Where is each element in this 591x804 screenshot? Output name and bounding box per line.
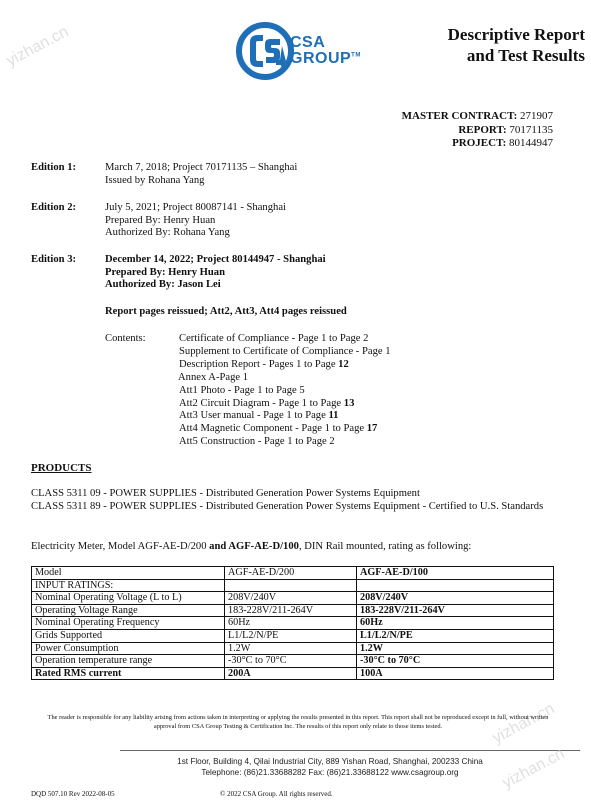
edition-line: Prepared By: Henry Huan [105,266,225,278]
table-row: Nominal Operating Voltage (L to L) 208V/240V 208V/240V [32,592,554,605]
edition-line: Issued by Rohana Yang [105,174,205,186]
contents-label: Contents: [105,333,146,344]
csa-logo-mark-icon [236,22,294,80]
document-title: Descriptive Report and Test Results [447,25,585,65]
table-row: Model AGF-AE-D/200 AGF-AE-D/100 [32,567,554,580]
table-row: Power Consumption 1.2W 1.2W [32,642,554,655]
contents-item: Description Report - Pages 1 to Page 12 [179,358,349,370]
product-class: CLASS 5311 89 - POWER SUPPLIES - Distributed Generation Power Systems Equipment - Certified to U.S. Standards [31,500,544,512]
edition-line: Prepared By: Henry Huan [105,214,216,226]
edition-line: July 5, 2021; Project 80087141 - Shanghai [105,202,286,213]
reissued-note: Report pages reissued; Att2, Att3, Att4 pages reissued [105,306,347,317]
copyright: © 2022 CSA Group. All rights reserved. [220,790,333,798]
revision-code: DQD 507.10 Rev 2022-08-05 [31,790,115,798]
logo-text-group: GROUP™ [290,50,361,67]
address-block [120,757,540,778]
contents-item: Att2 Circuit Diagram - Page 1 to Page 13 [179,397,355,409]
table-row: Rated RMS current 200A 100A [32,667,554,680]
table-row: Operation temperature range -30°C to 70°C -30°C to 70°C [32,655,554,668]
products-classes [31,488,551,514]
project-line: PROJECT: 80144947 [452,137,553,149]
contract-info [402,110,553,151]
csa-logo [236,22,386,80]
edition-label: Edition 3: [31,254,77,265]
edition-label: Edition 1: [31,162,77,173]
logo-text-csa: CSA [290,34,326,51]
contents-item: Certificate of Compliance - Page 1 to Page 2 [179,333,369,344]
ratings-table [31,566,554,680]
watermark: yizhan.cn [489,700,558,747]
report-line: REPORT: 70171135 [458,123,553,136]
contents-item: Att1 Photo - Page 1 to Page 5 [179,384,305,396]
edition-line: March 7, 2018; Project 70171135 – Shanghai [105,162,298,173]
table-row: INPUT RATINGS: [32,579,554,592]
meter-description: Electricity Meter, Model AGF-AE-D/200 and AGF-AE-D/100, DIN Rail mounted, rating as following: [31,541,472,552]
master-contract-line: MASTER CONTRACT: 271907 [401,110,553,122]
product-class: CLASS 5311 09 - POWER SUPPLIES - Distributed Generation Power Systems Equipment [31,488,420,499]
table-row: Operating Voltage Range 183-228V/211-264V 183-228V/211-264V [32,604,554,617]
contents-list [179,333,391,449]
address-line: 1st Floor, Building 4, Qilai Industrial City, 889 Yishan Road, Shanghai, 200233 China [177,757,483,766]
edition-line: Authorized By: Jason Lei [105,279,221,291]
watermark: yizhan.cn [499,745,568,792]
edition-line: December 14, 2022; Project 80144947 - Shanghai [105,254,326,265]
watermark: yizhan.cn [3,23,72,70]
contents-item: Annex A-Page 1 [178,371,249,383]
edition-label: Edition 2: [31,202,77,213]
edition-line: Authorized By: Rohana Yang [105,227,230,239]
contents-item: Att4 Magnetic Component - Page 1 to Page 17 [179,423,378,435]
footer-divider [120,750,580,751]
table-row: Nominal Operating Frequency 60Hz 60Hz [32,617,554,630]
table-row: Grids Supported L1/L2/N/PE L1/L2/N/PE [32,629,554,642]
contents-item: Att3 User manual - Page 1 to Page 11 [179,410,339,422]
disclaimer: The reader is responsible for any liability arising from actions taken in interpreting or applying the results presented in this report. This report shall not be reproduced except in full, without written approval from CSA Group Testing & Certification Inc. The results of this report only relate to those items tested. [47,714,549,730]
contact-line: Telephone: (86)21.33688282 Fax: (86)21.33688122 www.csagroup.org [201,767,459,777]
contents-item: Att5 Construction - Page 1 to Page 2 [179,436,335,448]
contents-item: Supplement to Certificate of Compliance - Page 1 [179,345,391,357]
products-heading: PRODUCTS [31,462,92,474]
